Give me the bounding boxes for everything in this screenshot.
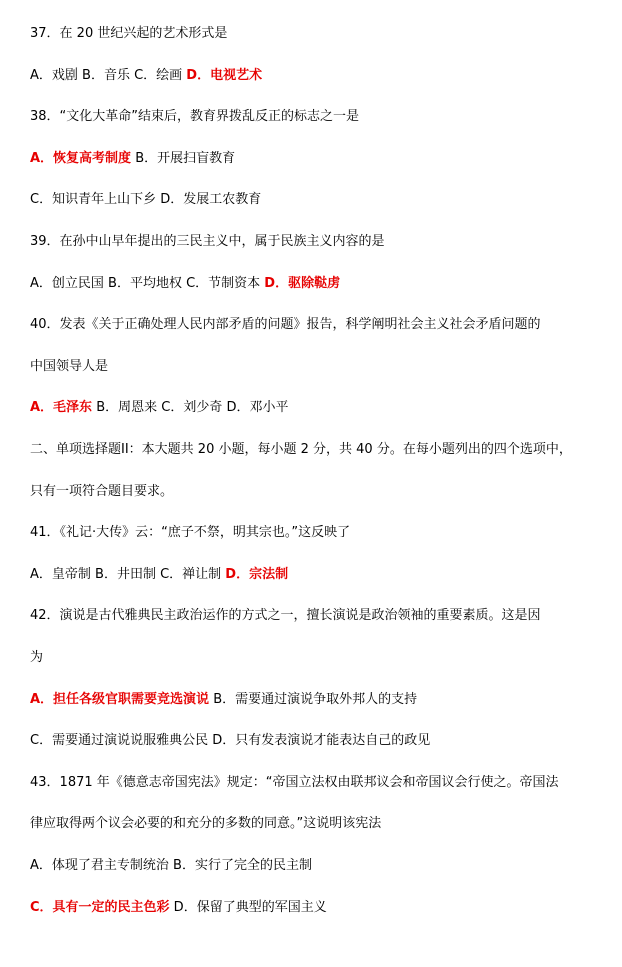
answer-text: A．恢复高考制度	[30, 151, 132, 166]
text-line	[30, 900, 610, 916]
answer-text: D．宗法制	[225, 567, 289, 582]
text-line	[30, 359, 610, 375]
text-line	[30, 608, 610, 624]
question-text: 40．发表《关于正确处理人民内部矛盾的问题》报告，科学阐明社会主义社会矛盾问题的	[30, 317, 541, 332]
question-text: 43．1871 年《德意志帝国宪法》规定：“帝国立法权由联邦议会和帝国议会行使之。帝国法	[30, 775, 559, 790]
question-text: 39．在孙中山早年提出的三民主义中，属于民族主义内容的是	[30, 234, 385, 249]
question-text: 只有一项符合题目要求。	[30, 484, 174, 499]
question-text: D．保留了典型的军国主义	[169, 900, 327, 915]
text-line	[30, 317, 610, 333]
question-text: A．皇帝制 B．井田制 C．禅让制	[30, 567, 226, 582]
answer-text: D．电视艺术	[186, 68, 263, 83]
question-text: 38．“文化大革命”结束后，教育界拨乱反正的标志之一是	[30, 109, 360, 124]
question-text: 41．《礼记·大传》云：“庶子不祭，明其宗也。”这反映了	[30, 525, 351, 540]
text-line	[30, 775, 610, 791]
question-text: B．开展扫盲教育	[131, 151, 236, 166]
question-text: A．创立民国 B．平均地权 C．节制资本	[30, 276, 265, 291]
text-line	[30, 192, 610, 208]
text-line	[30, 858, 610, 874]
question-text: 为	[30, 650, 44, 665]
text-line	[30, 816, 610, 832]
question-text: 律应取得两个议会必要的和充分的多数的同意。”这说明该宪法	[30, 816, 382, 831]
text-line	[30, 109, 610, 125]
text-line	[30, 692, 610, 708]
question-text: 中国领导人是	[30, 359, 109, 374]
answer-text: A．毛泽东	[30, 400, 93, 415]
question-text: 42．演说是古代雅典民主政治运作的方式之一，擅长演说是政治领袖的重要素质。这是因	[30, 608, 541, 623]
question-text: B．周恩来 C．刘少奇 D．邓小平	[92, 400, 289, 415]
text-line	[30, 234, 610, 250]
question-text: 二、单项选择题II：本大题共 20 小题，每小题 2 分，共 40 分。在每小题列出的四个选项中，	[30, 442, 572, 457]
answer-text: D．驱除鞑虏	[264, 276, 341, 291]
answer-text: A．担任各级官职需要竞选演说	[30, 692, 210, 707]
text-line	[30, 26, 610, 42]
text-line	[30, 400, 610, 416]
question-text: A．体现了君主专制统治 B．实行了完全的民主制	[30, 858, 312, 873]
question-text: A．戏剧 B．音乐 C．绘画	[30, 68, 187, 83]
text-line	[30, 733, 610, 749]
question-text: B．需要通过演说争取外邦人的支持	[209, 692, 418, 707]
question-text: C．知识青年上山下乡 D．发展工农教育	[30, 192, 262, 207]
text-line	[30, 442, 610, 458]
answer-text: C．具有一定的民主色彩	[30, 900, 170, 915]
text-line	[30, 525, 610, 541]
text-line	[30, 151, 610, 167]
text-line	[30, 68, 610, 84]
text-line	[30, 484, 610, 500]
question-text: C．需要通过演说说服雅典公民 D．只有发表演说才能表达自己的政见	[30, 733, 431, 748]
text-line	[30, 567, 610, 583]
question-text: 37．在 20 世纪兴起的艺术形式是	[30, 26, 228, 41]
text-line	[30, 650, 610, 666]
text-line	[30, 276, 610, 292]
